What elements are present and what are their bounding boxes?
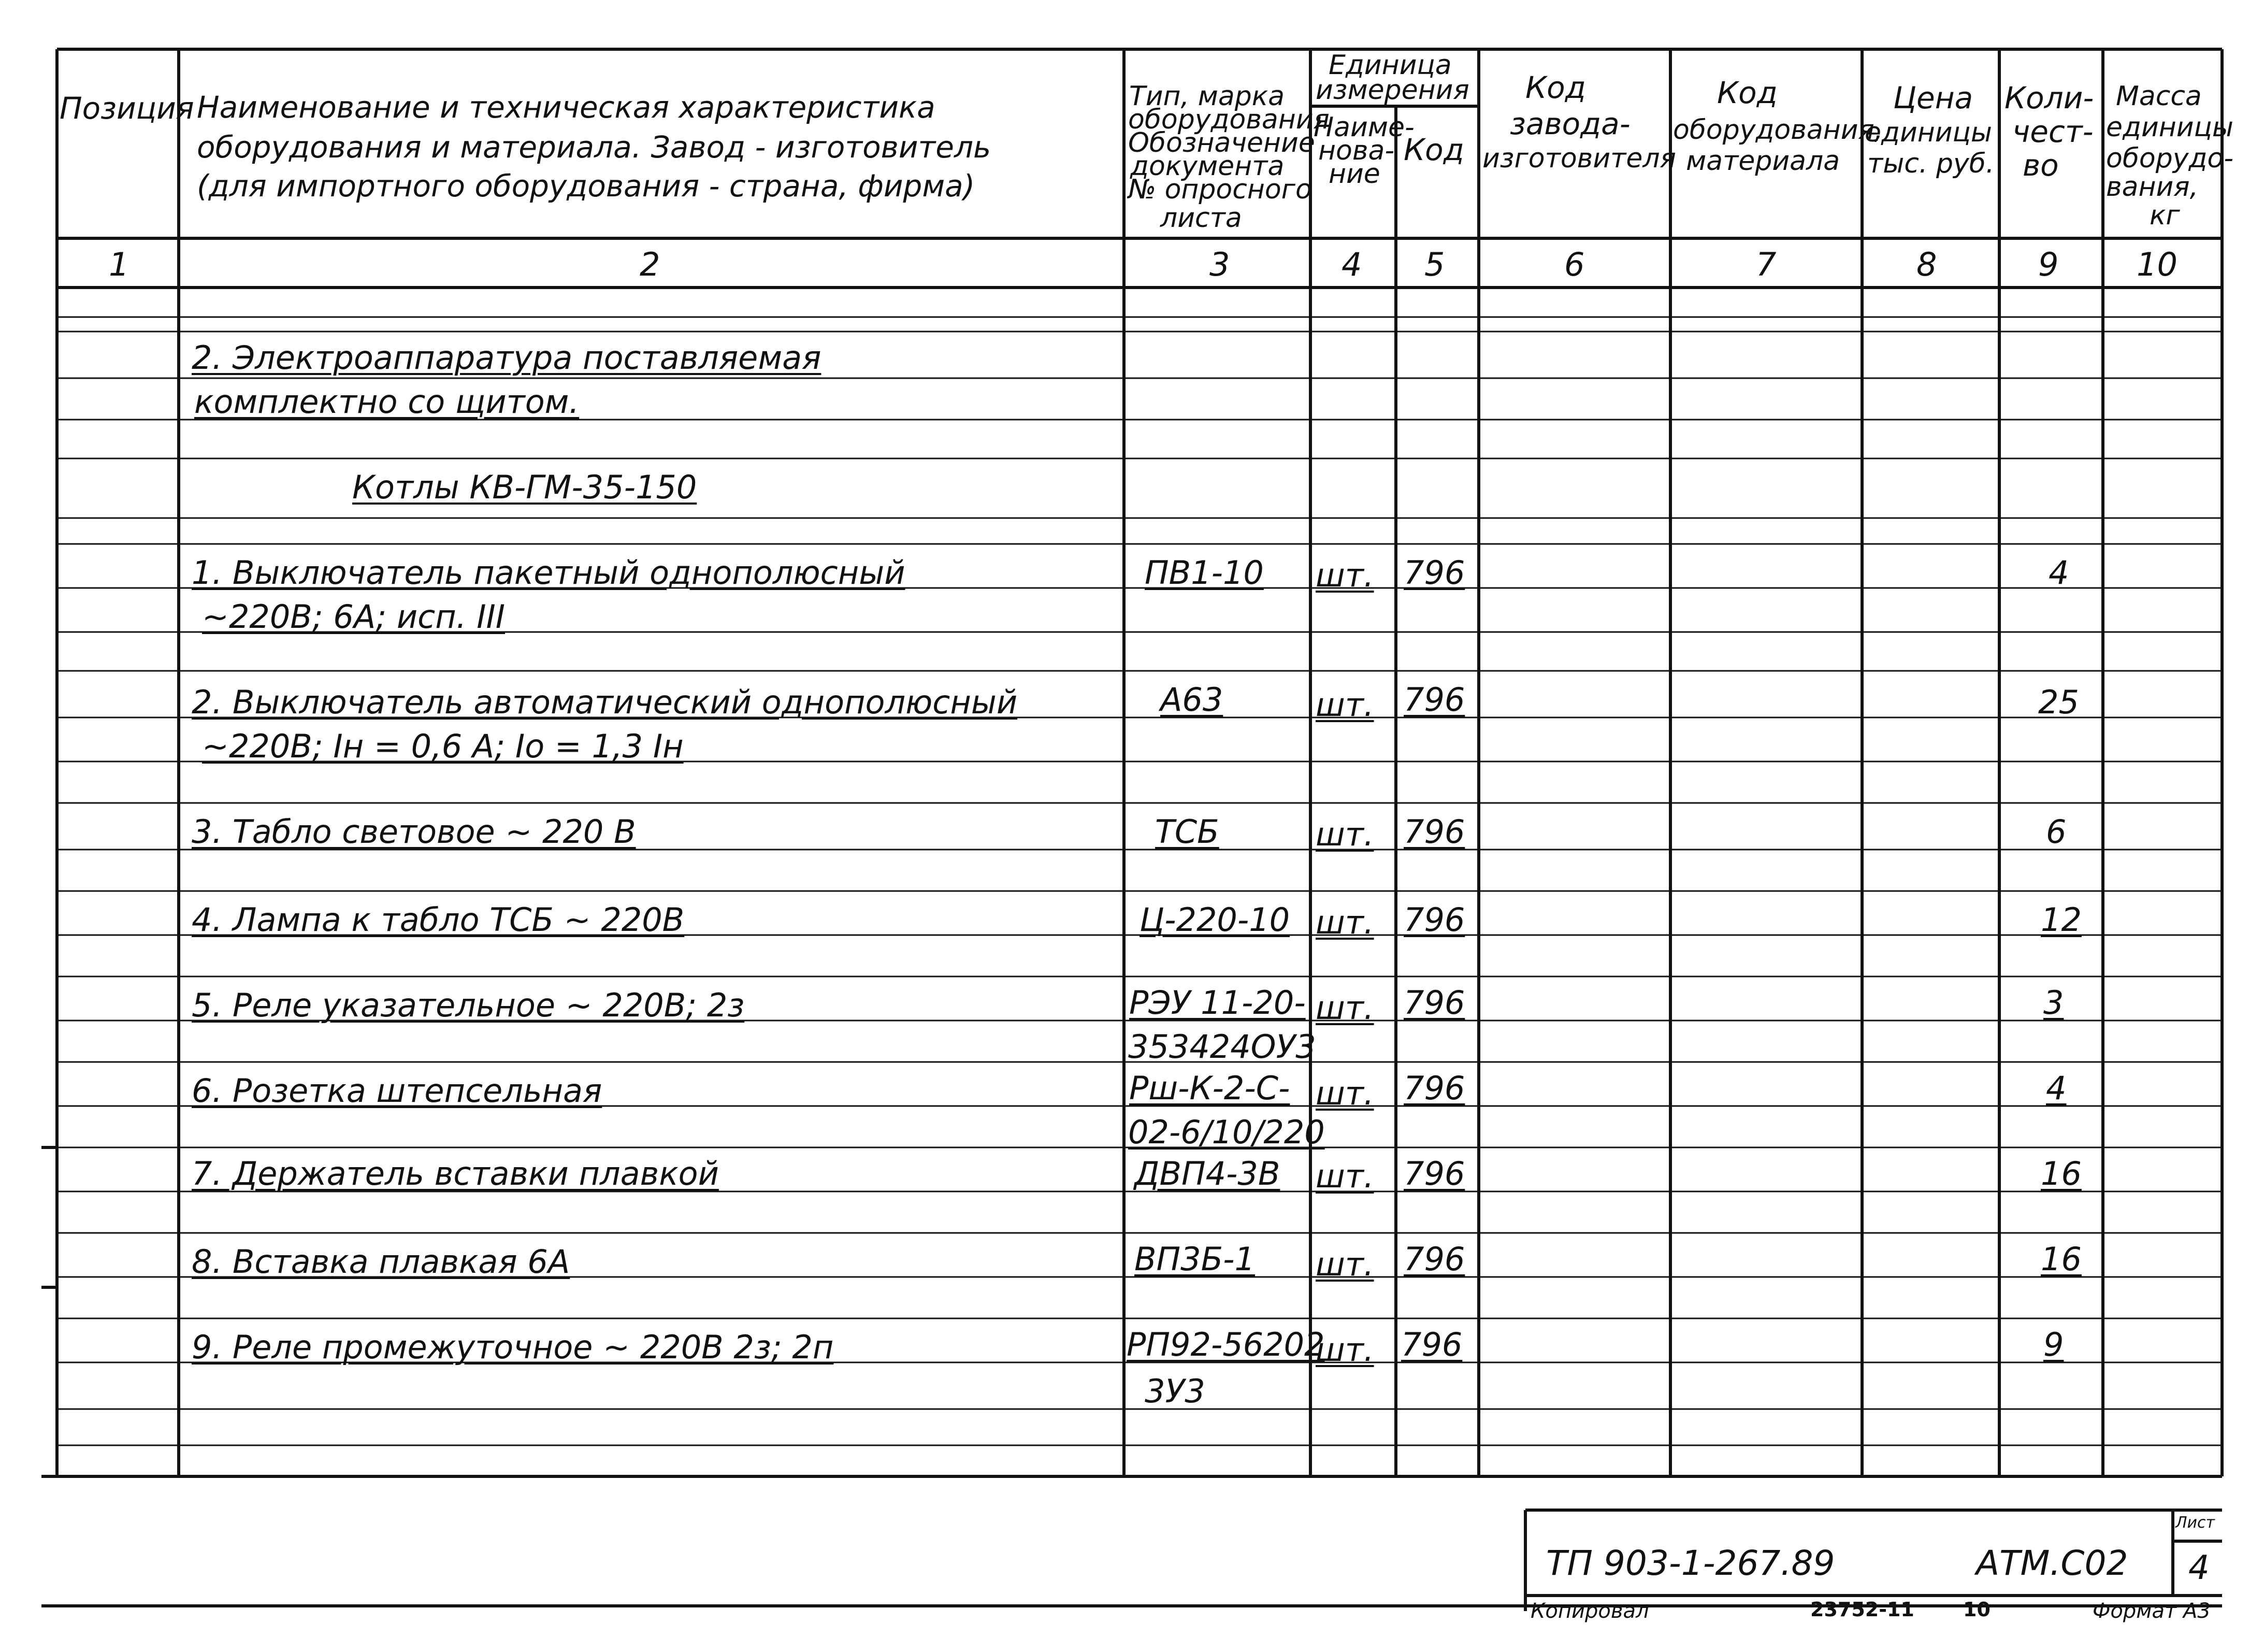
header-position: Позиция bbox=[60, 91, 194, 126]
item-name: 5. Реле указательное ~ 220В; 2з bbox=[192, 986, 745, 1024]
header-price-line3: тыс. руб. bbox=[1867, 148, 1995, 179]
header-type-line5: № опросного bbox=[1128, 174, 1312, 205]
item-type-continued: 02-6/10/220 bbox=[1128, 1113, 1325, 1151]
copy-count: 10 bbox=[1963, 1598, 1991, 1621]
item-type: РЭУ 11-20- bbox=[1129, 984, 1306, 1022]
item-type: ДВП4-3В bbox=[1134, 1155, 1280, 1193]
column-number: 9 bbox=[2038, 246, 2059, 283]
column-number: 3 bbox=[1209, 246, 1230, 283]
column-number: 5 bbox=[1424, 246, 1445, 283]
item-name: 9. Реле промежуточное ~ 220В 2з; 2п bbox=[192, 1328, 834, 1366]
item-unit: шт. bbox=[1316, 1331, 1374, 1369]
header-mass-line4: вания, bbox=[2106, 171, 2199, 203]
header-unit-name-line3: ние bbox=[1329, 159, 1380, 190]
item-unit: шт. bbox=[1316, 1074, 1374, 1112]
item-unit-code: 796 bbox=[1404, 681, 1465, 719]
column-number: 2 bbox=[640, 246, 660, 283]
item-type: РП92-56202 bbox=[1127, 1326, 1325, 1363]
column-number: 6 bbox=[1564, 246, 1585, 283]
header-unit-group-line2: измерения bbox=[1316, 75, 1469, 106]
item-unit: шт. bbox=[1316, 815, 1374, 853]
header-factory-code-line2: завода- bbox=[1510, 106, 1631, 141]
header-factory-code-line1: Код bbox=[1525, 70, 1586, 105]
header-type-line2: оборудования bbox=[1128, 104, 1330, 135]
item-quantity: 4 bbox=[2049, 554, 2069, 592]
column-number: 7 bbox=[1756, 246, 1777, 283]
header-type-line4: документа bbox=[1130, 151, 1285, 182]
item-unit-code: 796 bbox=[1404, 1240, 1465, 1278]
item-unit-code: 796 bbox=[1404, 901, 1465, 939]
column-number: 1 bbox=[109, 246, 129, 283]
item-type: ПВ1-10 bbox=[1145, 554, 1264, 592]
item-type: ВП3Б-1 bbox=[1134, 1240, 1255, 1278]
section-subtitle: Котлы КВ-ГМ-35-150 bbox=[352, 468, 697, 506]
item-unit-code: 796 bbox=[1404, 554, 1465, 592]
item-type: Рш-К-2-С- bbox=[1129, 1069, 1290, 1107]
item-name: 8. Вставка плавкая 6А bbox=[192, 1243, 570, 1281]
item-name: 2. Выключатель автоматический однополюсный bbox=[192, 683, 1018, 721]
item-type-continued: 353424ОУ3 bbox=[1128, 1028, 1316, 1066]
header-equipment-code-line1: Код bbox=[1717, 75, 1778, 110]
item-name: 4. Лампа к табло ТСБ ~ 220В bbox=[192, 901, 685, 939]
item-spec: ~220В; 6А; исп. III bbox=[202, 598, 506, 636]
header-equipment-code-line2: оборудования, bbox=[1673, 114, 1883, 146]
header-unit-group-line1: Единица bbox=[1329, 50, 1452, 81]
header-type-line3: Обозначение bbox=[1128, 127, 1315, 159]
sheet-code: АТМ.С02 bbox=[1976, 1543, 2128, 1583]
header-quantity-line1: Коли- bbox=[2005, 80, 2094, 116]
item-unit: шт. bbox=[1316, 989, 1374, 1027]
item-quantity: 3 bbox=[2043, 984, 2064, 1022]
sheet-label: Лист bbox=[2175, 1514, 2215, 1532]
sheet-number: 4 bbox=[2188, 1549, 2210, 1587]
item-unit: шт. bbox=[1316, 556, 1374, 594]
header-price-line1: Цена bbox=[1893, 80, 1973, 116]
item-quantity: 4 bbox=[2046, 1069, 2067, 1107]
header-name-line3: (для импортного оборудования - страна, фирма) bbox=[197, 168, 975, 204]
item-unit: шт. bbox=[1316, 1245, 1374, 1283]
item-unit: шт. bbox=[1316, 686, 1374, 724]
header-quantity-line3: во bbox=[2023, 148, 2059, 183]
section-title-line2: комплектно со щитом. bbox=[194, 383, 580, 421]
item-name: 3. Табло световое ~ 220 В bbox=[192, 813, 636, 851]
item-type: А63 bbox=[1160, 681, 1223, 719]
header-type-line6: листа bbox=[1160, 203, 1242, 234]
item-quantity: 25 bbox=[2038, 683, 2079, 721]
item-name: 7. Держатель вставки плавкой bbox=[192, 1155, 719, 1193]
header-unit-code: Код bbox=[1404, 132, 1464, 167]
item-name: 6. Розетка штепсельная bbox=[192, 1072, 602, 1110]
item-unit-code: 796 bbox=[1404, 1069, 1465, 1107]
item-type: Ц-220-10 bbox=[1140, 901, 1290, 939]
header-mass-line1: Масса bbox=[2116, 81, 2202, 112]
header-unit-name-line2: нова- bbox=[1318, 135, 1395, 166]
header-mass-line5: кг bbox=[2150, 200, 2180, 231]
column-number: 4 bbox=[1342, 246, 1362, 283]
header-quantity-line2: чест- bbox=[2012, 114, 2094, 149]
item-quantity: 9 bbox=[2043, 1326, 2064, 1363]
item-spec: ~220В; Iн = 0,6 А; Iо = 1,3 Iн bbox=[202, 727, 684, 765]
header-unit-name-line1: Наиме- bbox=[1314, 112, 1415, 143]
column-number: 8 bbox=[1916, 246, 1937, 283]
copied-by-label: Копировал bbox=[1531, 1599, 1649, 1623]
item-quantity: 16 bbox=[2041, 1155, 2082, 1193]
column-number: 10 bbox=[2137, 246, 2178, 283]
item-type-continued: 3У3 bbox=[1145, 1372, 1205, 1410]
header-mass-line2: единицы bbox=[2106, 112, 2233, 143]
item-unit-code: 796 bbox=[1404, 813, 1465, 851]
header-price-line2: единицы bbox=[1865, 117, 1992, 148]
item-quantity: 12 bbox=[2041, 901, 2082, 939]
format-label: Формат А3 bbox=[2093, 1599, 2211, 1623]
header-name-line2: оборудования и материала. Завод - изготовитель bbox=[197, 130, 991, 165]
item-unit-code: 796 bbox=[1404, 984, 1465, 1022]
header-type-line1: Тип, марка bbox=[1129, 81, 1285, 112]
item-quantity: 6 bbox=[2046, 813, 2067, 851]
document-number: ТП 903-1-267.89 bbox=[1546, 1543, 1835, 1583]
item-unit-code: 796 bbox=[1404, 1155, 1465, 1193]
header-name-line1: Наименование и техническая характеристика bbox=[197, 90, 935, 125]
item-name: 1. Выключатель пакетный однополюсный bbox=[192, 554, 905, 592]
item-unit: шт. bbox=[1316, 1157, 1374, 1195]
item-type: ТСБ bbox=[1155, 813, 1219, 851]
header-factory-code-line3: изготовителя bbox=[1482, 143, 1676, 174]
order-number: 23752-11 bbox=[1810, 1598, 1914, 1621]
header-equipment-code-line3: материала bbox=[1686, 146, 1840, 177]
section-title-line1: 2. Электроаппаратура поставляемая bbox=[192, 339, 821, 377]
item-quantity: 16 bbox=[2041, 1240, 2082, 1278]
item-unit: шт. bbox=[1316, 903, 1374, 941]
item-unit-code: 796 bbox=[1401, 1326, 1463, 1363]
header-mass-line3: оборудо- bbox=[2106, 143, 2234, 174]
